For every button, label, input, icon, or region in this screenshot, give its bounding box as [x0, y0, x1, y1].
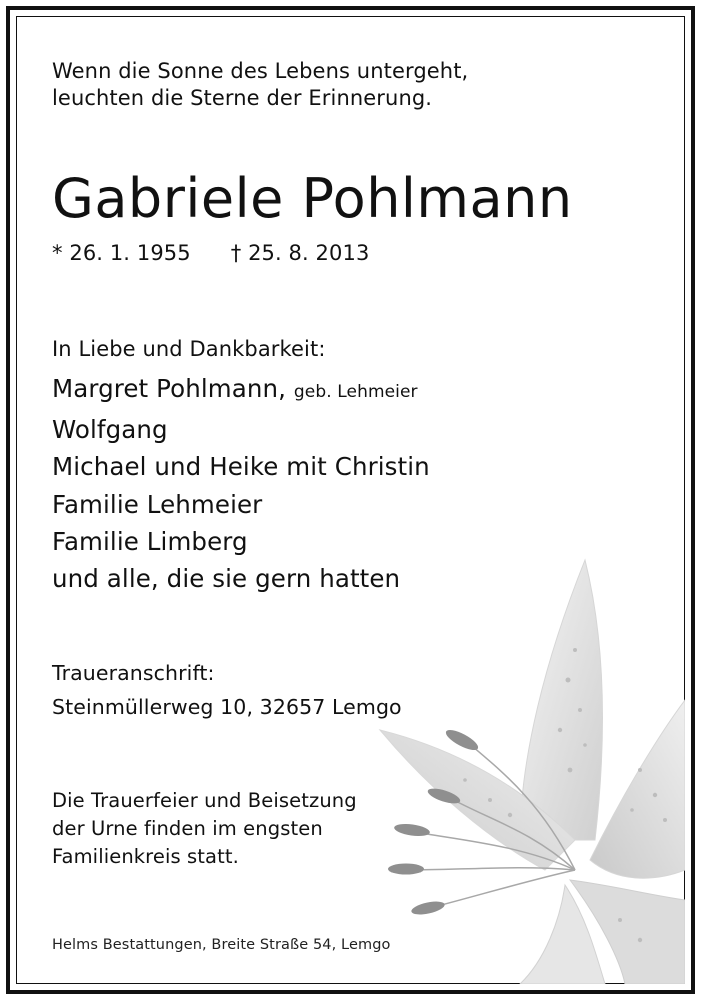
- maiden-name-note: geb. Lehmeier: [293, 382, 418, 402]
- lily-flower-image: [370, 540, 685, 984]
- funeral-line: Die Trauerfeier und Beisetzung: [52, 789, 357, 812]
- birth-date: * 26. 1. 1955: [52, 241, 191, 265]
- address-label: Traueranschrift:: [52, 661, 215, 685]
- death-date: † 25. 8. 2013: [230, 241, 370, 265]
- deceased-name: Gabriele Pohlmann: [52, 167, 573, 230]
- address-value: Steinmüllerweg 10, 32657 Lemgo: [52, 695, 402, 719]
- mourning-address: [52, 656, 402, 724]
- funeral-line: der Urne finden im engsten: [52, 817, 323, 840]
- mourner-line: Michael und Heike mit Christin: [52, 452, 430, 482]
- funeral-notice: [52, 787, 357, 871]
- mourner-line: und alle, die sie gern hatten: [52, 564, 401, 594]
- mourner-line: Familie Limberg: [52, 526, 248, 556]
- life-dates: [52, 240, 369, 266]
- mourner-line: Familie Lehmeier: [52, 489, 263, 519]
- funeral-line: Familienkreis statt.: [52, 845, 239, 868]
- motto-line: Wenn die Sonne des Lebens untergeht,: [52, 59, 469, 83]
- undertaker-credit: Helms Bestattungen, Breite Straße 54, Lemgo: [52, 937, 391, 953]
- motto-line: leuchten die Sterne der Erinnerung.: [52, 86, 433, 110]
- motto-verse: [52, 58, 468, 112]
- mourners-list: [52, 370, 430, 597]
- mourner-line: Wolfgang: [52, 415, 168, 445]
- mourner-line: [52, 370, 430, 411]
- mourner-name: Margret Pohlmann,: [52, 374, 286, 403]
- mourners-intro: In Liebe und Dankbarkeit:: [52, 337, 326, 361]
